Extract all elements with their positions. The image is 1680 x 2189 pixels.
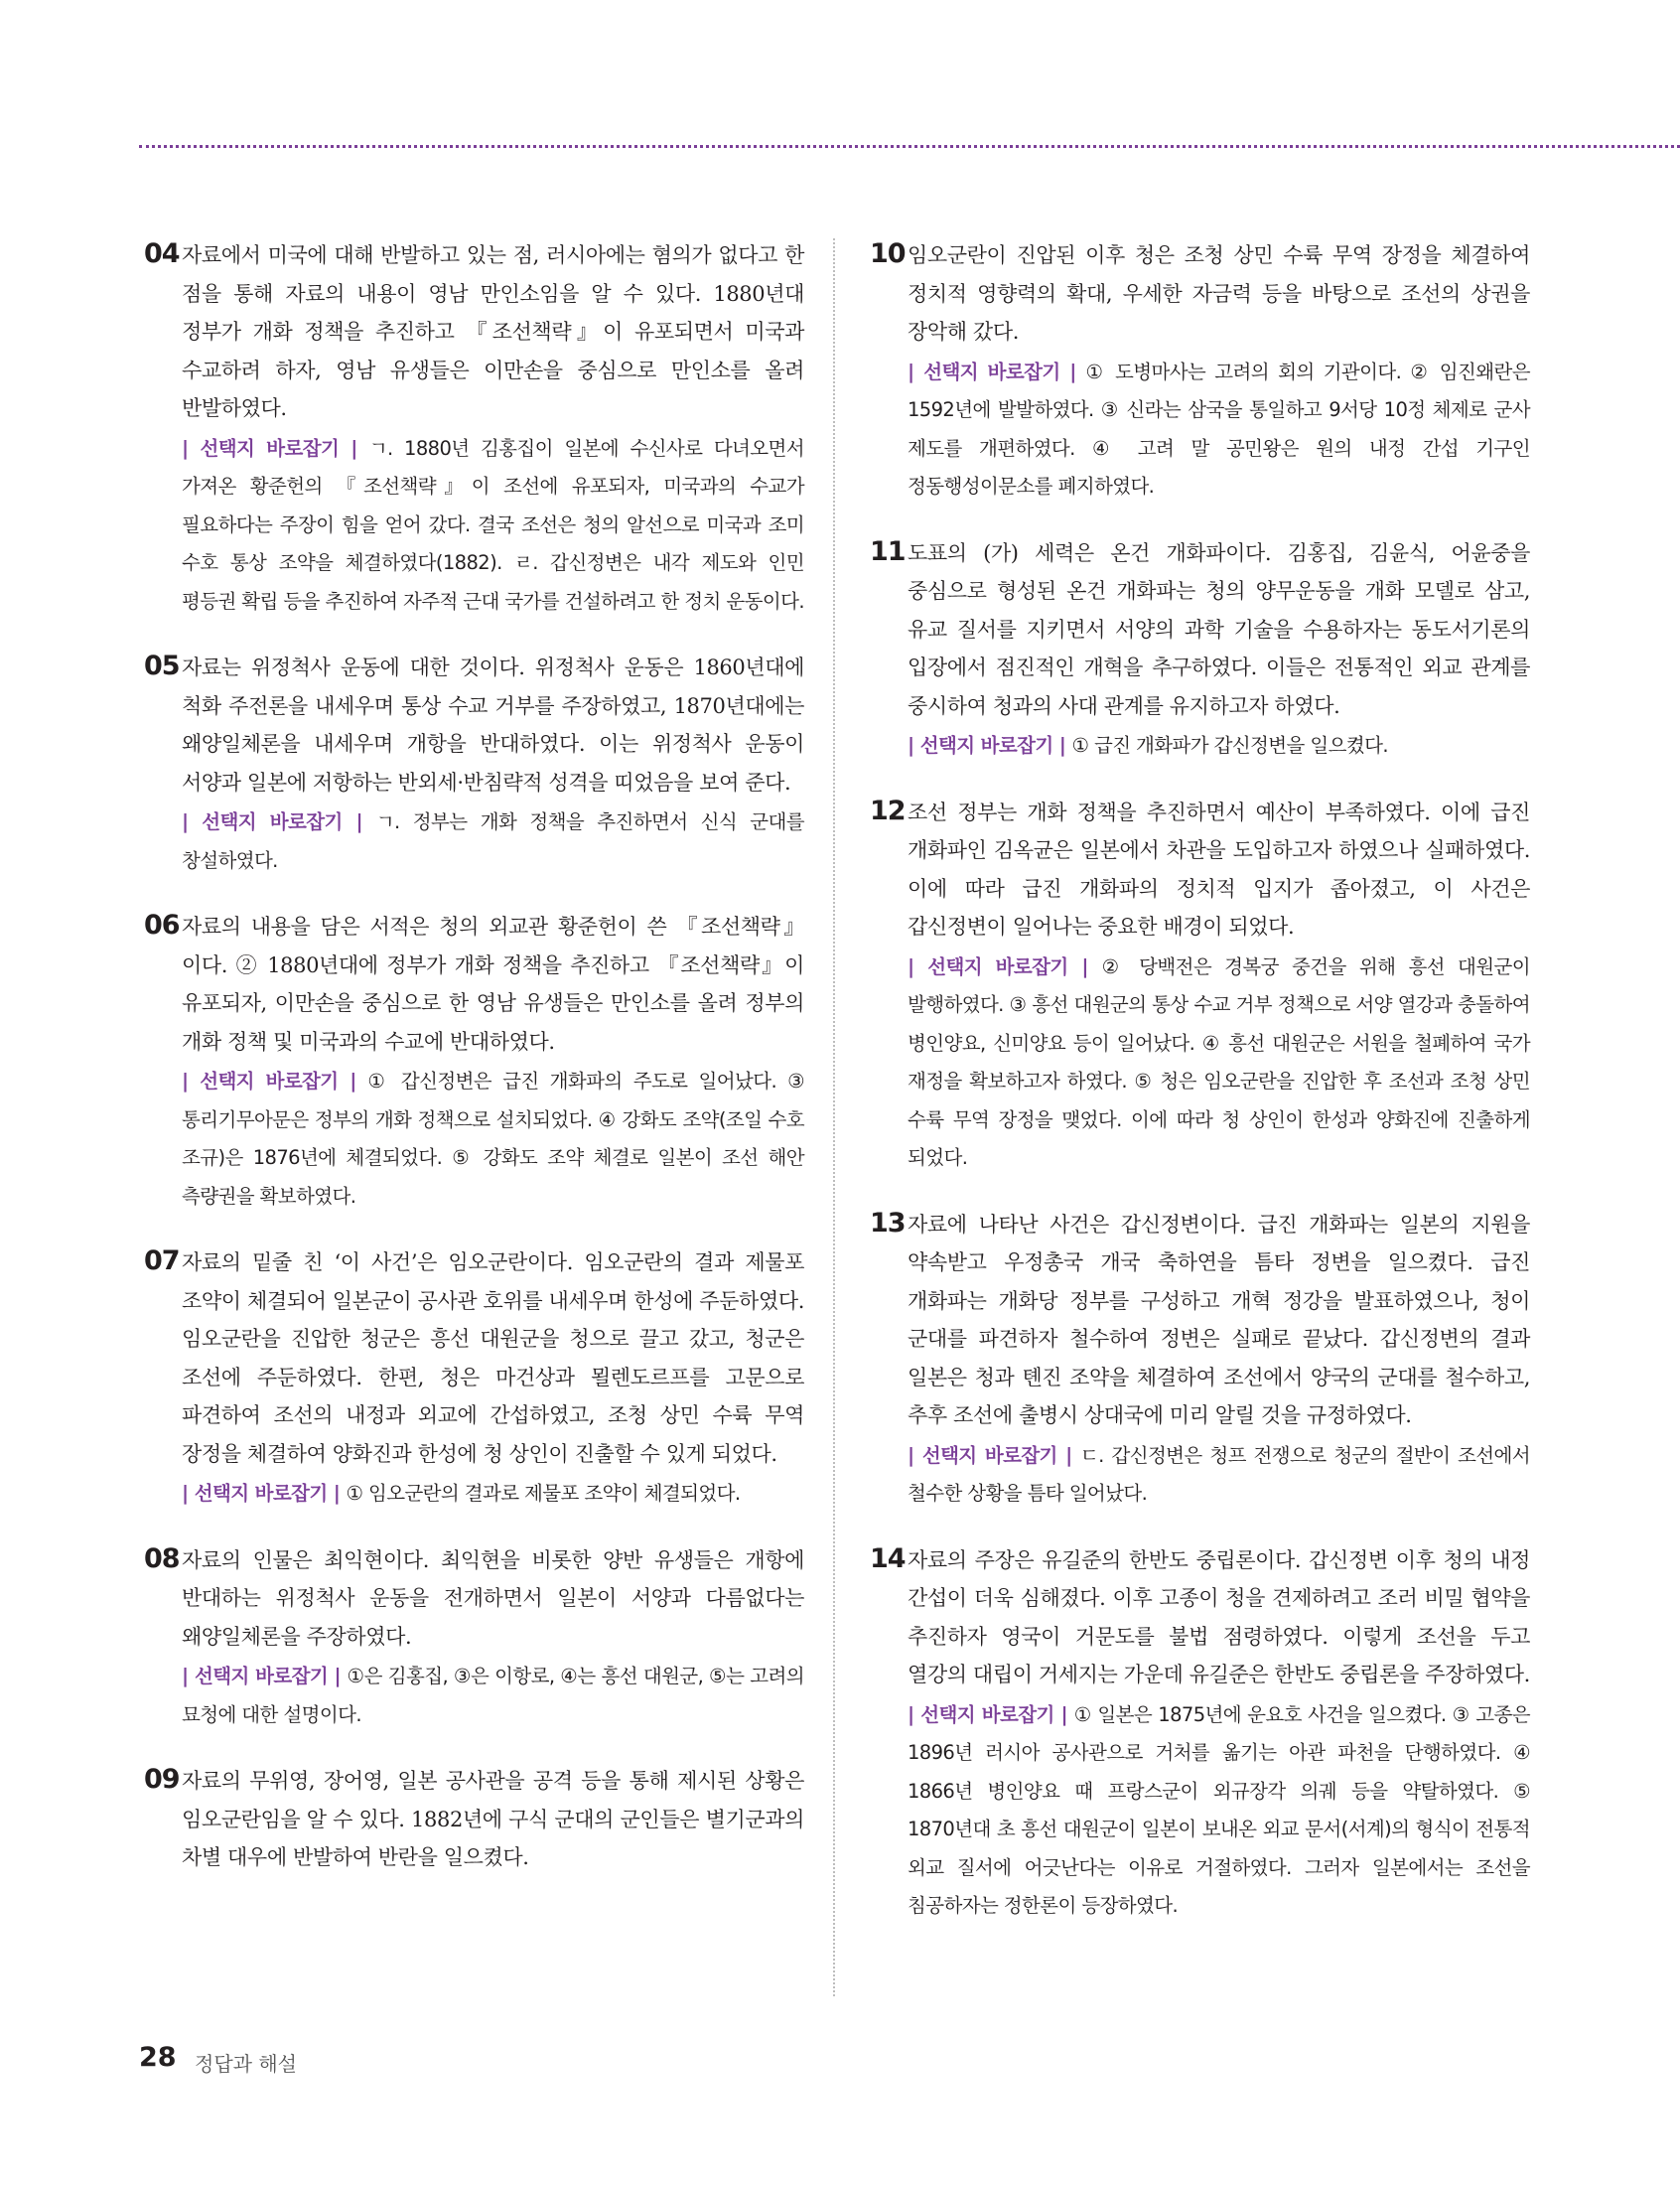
label-bar-icon: |: [342, 810, 376, 833]
choice-correction-label: 선택지 바로잡기: [200, 1070, 339, 1093]
item-number: 08: [144, 1542, 180, 1574]
choice-correction-text: ① 임오군란의 결과로 제물포 조약이 체결되었다.: [346, 1482, 741, 1505]
answer-item-06: [144, 908, 804, 1216]
item-number: 13: [870, 1207, 906, 1239]
page-number: 28: [139, 2042, 177, 2073]
label-bar-icon: |: [1056, 1443, 1080, 1467]
label-bar-icon: |: [327, 1482, 347, 1505]
item-explanation: 자료의 인물은 최익현이다. 최익현을 비롯한 양반 유생들은 개항에 반대하는 위정척사 운동을 전개하면서 일본이 서양과 다름없다는 왜양일체론을 주장하였다.: [182, 1547, 804, 1649]
label-bar-icon: |: [1053, 1702, 1074, 1726]
item-explanation: 조선 정부는 개화 정책을 추진하면서 예산이 부족하였다. 이에 급진 개화파인 김옥균은 일본에서 차관을 도입하고자 하였으나 실패하였다. 이에 따라 급진 개화파의 정치적 입지가 좁아졌고, 이 사건은 갑신정변이 일어나는 중요한 배경이 되었다.: [908, 800, 1530, 939]
answer-item-08: [144, 1541, 804, 1735]
label-bar-icon: |: [1059, 360, 1086, 383]
answer-item-05: [144, 649, 804, 880]
choice-correction: [908, 354, 1530, 507]
item-explanation: 임오군란이 진압된 이후 청은 조청 상민 수륙 무역 장정을 체결하여 정치적 영향력의 확대, 우세한 자금력 등을 바탕으로 조선의 상권을 장악해 갔다.: [908, 243, 1530, 344]
label-bar-icon: |: [182, 436, 201, 460]
choice-correction-text: ① 갑신정변은 급진 개화파의 주도로 일어났다. ③ 통리기무아문은 정부의 개화 정책으로 설치되었다. ④ 강화도 조약(조일 수호 조규)은 1876년에 체결되었다. ⑤ 강화도 조약 체결로 일본이 조선 해안 측량권을 확보하였다.: [182, 1070, 805, 1208]
item-number: 14: [870, 1542, 906, 1574]
choice-correction-text: ㄱ. 1880년 김홍집이 일본에 수신사로 다녀오면서 가져온 황준헌의 『조선책략』이 조선에 유포되자, 미국과의 수교가 필요하다는 주장이 힘을 얻어 갔다. 결국 조선은 청의 알선으로 미국과 조미 수호 통상 조약을 체결하였다(1882). ㄹ. 갑신정변은 내각 제도와 인민 평등권 확립 등을 추진하여 자주적 근대 국가를 건설하려고 한 정치 운동이다.: [182, 436, 805, 613]
item-number: 07: [144, 1245, 180, 1276]
item-number: 04: [144, 238, 180, 269]
answer-item-12: [870, 794, 1530, 1178]
item-number: 10: [870, 238, 906, 269]
label-bar-icon: |: [1052, 734, 1072, 757]
choice-correction: [908, 1696, 1530, 1926]
answer-item-11: [870, 534, 1530, 766]
answer-item-09: [144, 1762, 804, 1877]
label-bar-icon: |: [908, 1443, 922, 1467]
label-bar-icon: |: [182, 1482, 195, 1505]
footer-title: 정답과 해설: [195, 2052, 297, 2076]
item-number: 12: [870, 795, 906, 826]
choice-correction: [908, 1437, 1530, 1514]
label-bar-icon: |: [908, 360, 924, 383]
choice-correction: [182, 1475, 804, 1514]
item-number: 09: [144, 1764, 180, 1795]
choice-correction-text: ① 도병마사는 고려의 회의 기관이다. ② 임진왜란은 1592년에 발발하였다. ③ 신라는 삼국을 통일하고 9서당 10정 체제로 군사 제도를 개편하였다. ④ 고려 말 공민왕은 원의 내정 간섭 기구인 정동행성이문소를 폐지하였다.: [908, 360, 1530, 498]
item-explanation: 자료는 위정척사 운동에 대한 것이다. 위정척사 운동은 1860년대에 척화 주전론을 내세우며 통상 수교 거부를 주장하였고, 1870년대에는 왜양일체론을 내세우며 개항을 반대하였다. 이는 위정척사 운동이 서양과 일본에 저항하는 반외세·반침략적 성격을 띠었음을 보여 준다.: [182, 656, 804, 795]
item-explanation: 도표의 (가) 세력은 온건 개화파이다. 김홍집, 김윤식, 어윤중을 중심으로 형성된 온건 개화파는 청의 양무운동을 개화 모델로 삼고, 유교 질서를 지키면서 서양의 과학 기술을 수용하자는 동도서기론의 입장에서 점진적인 개혁을 추구하였다. 이들은 전통적인 외교 관계를 중시하여 청과의 사대 관계를 유지하고자 하였다.: [908, 540, 1530, 718]
choice-correction-label: 선택지 바로잡기: [927, 954, 1068, 978]
item-explanation: 자료에서 미국에 대해 반발하고 있는 점, 러시아에는 혐의가 없다고 한 점을 통해 자료의 내용이 영남 만인소임을 알 수 있다. 1880년대 정부가 개화 정책을 추진하고 『조선책략』이 유포되면서 미국과 수교하려 하자, 영남 유생들은 이만손을 중심으로 만인소를 올려 반발하였다.: [182, 243, 804, 420]
choice-correction-label: 선택지 바로잡기: [202, 810, 343, 833]
top-dotted-rule: [139, 145, 1680, 148]
label-bar-icon: |: [908, 1702, 921, 1726]
label-bar-icon: |: [182, 1070, 201, 1093]
choice-correction-label: 선택지 바로잡기: [920, 1702, 1054, 1726]
item-number: 06: [144, 910, 180, 941]
choice-correction-text: ㄱ. 정부는 개화 정책을 추진하면서 신식 군대를 창설하였다.: [182, 810, 804, 872]
answer-item-07: [144, 1243, 804, 1514]
choice-correction-label: 선택지 바로잡기: [919, 734, 1053, 757]
right-column: [870, 236, 1530, 1926]
column-divider: [833, 238, 835, 1996]
label-bar-icon: |: [908, 734, 920, 757]
label-bar-icon: |: [1067, 954, 1102, 978]
choice-correction: [908, 727, 1530, 766]
choice-correction-text: ② 당백전은 경복궁 중건을 위해 흥선 대원군이 발행하였다. ③ 흥선 대원군의 통상 수교 거부 정책으로 서양 열강과 충돌하여 병인양요, 신미양요 등이 일어났다. ④ 흥선 대원군은 서원을 철폐하여 국가 재정을 확보하고자 하였다. ⑤ 청은 임오군란을 진압한 후 조선과 조청 상민 수륙 무역 장정을 맺었다. 이에 따라 청 상인이 한성과 양화진에 진출하게 되었다.: [908, 954, 1530, 1169]
item-explanation: 자료의 무위영, 장어영, 일본 공사관을 공격 등을 통해 제시된 상황은 임오군란임을 알 수 있다. 1882년에 구식 군대의 군인들은 별기군과의 차별 대우에 반발하여 반란을 일으켰다.: [182, 1769, 804, 1869]
answer-item-13: [870, 1206, 1530, 1514]
item-explanation: 자료의 밑줄 친 ‘이 사건’은 임오군란이다. 임오군란의 결과 제물포 조약이 체결되어 일본군이 공사관 호위를 내세우며 한성에 주둔하였다. 임오군란을 진압한 청군은 흥선 대원군을 청으로 끌고 갔고, 청군은 조선에 주둔하였다. 한편, 청은 마건상과 묄렌도르프를 고문으로 파견하여 조선의 내정과 외교에 간섭하였고, 조청 상민 수륙 무역 장정을 체결하여 양화진과 한성에 청 상인이 진출할 수 있게 되었다.: [182, 1250, 804, 1466]
item-number: 11: [870, 535, 906, 567]
left-column: [144, 236, 804, 1877]
choice-correction-text: ㄷ. 갑신정변은 청프 전쟁으로 청군의 절반이 조선에서 철수한 상황을 틈타 일어났다.: [908, 1443, 1530, 1505]
label-bar-icon: |: [328, 1665, 348, 1687]
choice-correction: [908, 949, 1530, 1178]
item-explanation: 자료에 나타난 사건은 갑신정변이다. 급진 개화파는 일본의 지원을 약속받고 우정총국 개국 축하연을 틈타 정변을 일으켰다. 급진 개화파는 개화당 정부를 구성하고 개혁 정강을 발표하였으나, 청이 군대를 파견하자 철수하여 정변은 실패로 끝났다. 갑신정변의 결과 일본은 청과 톈진 조약을 체결하여 조선에서 양국의 군대를 철수하고, 추후 조선에 출병시 상대국에 미리 알릴 것을 규정하였다.: [908, 1212, 1530, 1427]
choice-correction-label: 선택지 바로잡기: [194, 1482, 328, 1505]
item-number: 05: [144, 651, 180, 681]
choice-correction-text: ① 일본은 1875년에 운요호 사건을 일으켰다. ③ 고종은 1896년 러시아 공사관으로 거처를 옮기는 아관 파천을 단행하였다. ④ 1866년 병인양요 때 프랑스군이 외규장각 의궤 등을 약탈하였다. ⑤ 1870년대 초 흥선 대원군이 일본이 보내온 외교 문서(서계)의 형식이 전통적 외교 질서에 어긋난다는 이유로 거절하였다. 그러자 일본에서는 조선을 침공하자는 정한론이 등장하였다.: [908, 1702, 1531, 1917]
choice-correction: [182, 430, 804, 622]
item-explanation: 자료의 주장은 유길준의 한반도 중립론이다. 갑신정변 이후 청의 내정 간섭이 더욱 심해졌다. 이후 고종이 청을 견제하려고 조러 비밀 협약을 추진하자 영국이 거문도를 불법 점령하였다. 이렇게 조선을 두고 열강의 대립이 거세지는 가운데 유길준은 한반도 중립론을 주장하였다.: [908, 1547, 1530, 1686]
choice-correction-text: ①은 김홍집, ③은 이항로, ④는 흥선 대원군, ⑤는 고려의 묘청에 대한 설명이다.: [182, 1665, 804, 1726]
label-bar-icon: |: [338, 1070, 368, 1093]
answer-item-14: [870, 1541, 1530, 1926]
choice-correction-label: 선택지 바로잡기: [200, 436, 340, 460]
label-bar-icon: |: [182, 810, 203, 833]
choice-correction-label: 선택지 바로잡기: [923, 360, 1060, 383]
choice-correction-label: 선택지 바로잡기: [194, 1665, 329, 1687]
choice-correction: [182, 1658, 804, 1734]
item-explanation: 자료의 내용을 담은 서적은 청의 외교관 황준헌이 쓴 『조선책략』이다. ② 1880년대에 정부가 개화 정책을 추진하고 『조선책략』이 유포되자, 이만손을 중심으로 한 영남 유생들은 만인소를 올려 정부의 개화 정책 및 미국과의 수교에 반대하였다.: [182, 915, 804, 1054]
label-bar-icon: |: [908, 954, 928, 978]
label-bar-icon: |: [339, 436, 369, 460]
label-bar-icon: |: [182, 1665, 195, 1687]
choice-correction-text: ① 급진 개화파가 갑신정변을 일으켰다.: [1071, 734, 1388, 757]
answer-item-10: [870, 236, 1530, 507]
choice-correction-label: 선택지 바로잡기: [921, 1443, 1057, 1467]
choice-correction: [182, 1063, 804, 1216]
choice-correction: [182, 803, 804, 880]
answer-item-04: [144, 236, 804, 621]
